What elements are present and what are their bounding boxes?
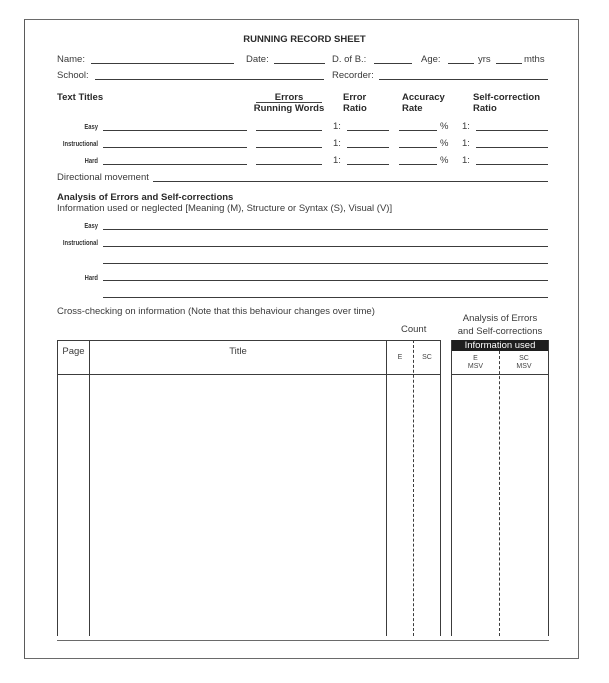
accuracy-rate-field[interactable] bbox=[399, 147, 437, 148]
sc-ratio-field[interactable] bbox=[476, 130, 548, 131]
accuracy-heading-2: Rate bbox=[402, 103, 423, 114]
text-title-level-label: Instructional bbox=[62, 139, 98, 148]
analysis-errors-label-2: and Self-corrections bbox=[457, 326, 543, 337]
error-ratio-prefix: 1: bbox=[333, 155, 341, 166]
text-title-field[interactable] bbox=[103, 164, 247, 165]
table-header-bottom bbox=[57, 374, 440, 375]
table-left-border bbox=[57, 340, 58, 636]
col-header-e: E bbox=[397, 354, 403, 361]
table-bottom-rule bbox=[57, 640, 549, 641]
age-years-field[interactable] bbox=[448, 63, 474, 64]
sc-ratio-field[interactable] bbox=[476, 164, 548, 165]
error-ratio-heading-1: Error bbox=[343, 92, 367, 103]
sc-ratio-prefix: 1: bbox=[462, 138, 470, 149]
text-titles-heading: Text Titles bbox=[57, 92, 104, 103]
analysis-label-hard: Hard bbox=[84, 273, 98, 282]
analysis-label-easy: Easy bbox=[84, 221, 98, 230]
error-ratio-heading-2: Ratio bbox=[343, 103, 367, 114]
accuracy-rate-field[interactable] bbox=[399, 164, 437, 165]
analysis-easy-line[interactable] bbox=[103, 229, 548, 230]
count-column-divider bbox=[413, 340, 414, 636]
table-top-border bbox=[57, 340, 440, 341]
information-used-header: Information used bbox=[451, 340, 549, 351]
directional-field[interactable] bbox=[153, 181, 548, 182]
sc-ratio-field[interactable] bbox=[476, 147, 548, 148]
analysis-heading: Analysis of Errors and Self-corrections bbox=[57, 192, 234, 203]
info-header-e-msv: MSV bbox=[467, 363, 484, 370]
analysis-label-instructional: Instructional bbox=[62, 238, 98, 247]
col-header-title: Title bbox=[229, 346, 247, 357]
dob-label: D. of B.: bbox=[332, 54, 367, 65]
cross-checking-label: Cross-checking on information (Note that this behaviour changes over time) bbox=[57, 306, 375, 317]
analysis-hard-line-2[interactable] bbox=[103, 297, 548, 298]
analysis-instructional-line-1[interactable] bbox=[103, 246, 548, 247]
accuracy-rate-field[interactable] bbox=[399, 130, 437, 131]
errors-running-words-field[interactable] bbox=[256, 164, 322, 165]
col-header-page: Page bbox=[62, 346, 85, 357]
page-frame bbox=[24, 19, 579, 659]
analysis-instructional-line-2[interactable] bbox=[103, 263, 548, 264]
yrs-label: yrs bbox=[478, 54, 491, 65]
percent-sign: % bbox=[440, 138, 449, 149]
info-header-e: E bbox=[473, 355, 478, 362]
info-column-divider bbox=[499, 351, 500, 636]
dob-field[interactable] bbox=[374, 63, 412, 64]
error-ratio-field[interactable] bbox=[347, 147, 389, 148]
col-header-sc: SC bbox=[422, 354, 432, 361]
error-ratio-field[interactable] bbox=[347, 130, 389, 131]
accuracy-heading-1: Accuracy bbox=[402, 92, 445, 103]
table-right-border bbox=[440, 340, 441, 636]
recorder-label: Recorder: bbox=[332, 70, 374, 81]
errors-denominator: Running Words bbox=[253, 103, 325, 114]
info-left-border bbox=[451, 340, 452, 636]
percent-sign: % bbox=[440, 121, 449, 132]
age-months-field[interactable] bbox=[496, 63, 522, 64]
info-header-sc-msv: MSV bbox=[516, 363, 532, 370]
mths-label: mths bbox=[524, 54, 545, 65]
analysis-errors-label-1: Analysis of Errors bbox=[462, 313, 538, 324]
errors-numerator: Errors bbox=[274, 92, 304, 103]
sc-ratio-prefix: 1: bbox=[462, 155, 470, 166]
info-right-border bbox=[548, 340, 549, 636]
school-field[interactable] bbox=[95, 79, 324, 80]
recorder-field[interactable] bbox=[379, 79, 548, 80]
info-header-sc: SC bbox=[519, 355, 529, 362]
error-ratio-prefix: 1: bbox=[333, 121, 341, 132]
error-ratio-field[interactable] bbox=[347, 164, 389, 165]
name-field[interactable] bbox=[91, 63, 234, 64]
page-column-divider bbox=[89, 340, 90, 636]
text-title-level-label: Hard bbox=[84, 156, 98, 165]
errors-running-words-field[interactable] bbox=[256, 130, 322, 131]
count-label: Count bbox=[401, 324, 427, 335]
text-title-level-label: Easy bbox=[84, 122, 98, 131]
sc-ratio-heading-1: Self-correction bbox=[473, 92, 541, 103]
name-label: Name: bbox=[57, 54, 85, 65]
date-label: Date: bbox=[246, 54, 269, 65]
errors-running-words-field[interactable] bbox=[256, 147, 322, 148]
text-title-field[interactable] bbox=[103, 147, 247, 148]
sc-ratio-heading-2: Ratio bbox=[473, 103, 497, 114]
date-field[interactable] bbox=[274, 63, 325, 64]
directional-label: Directional movement bbox=[57, 172, 149, 183]
analysis-subheading: Information used or neglected [Meaning (M), Structure or Syntax (S), Visual (V)] bbox=[57, 203, 393, 214]
title-column-divider bbox=[386, 340, 387, 636]
text-title-field[interactable] bbox=[103, 130, 247, 131]
percent-sign: % bbox=[440, 155, 449, 166]
error-ratio-prefix: 1: bbox=[333, 138, 341, 149]
sc-ratio-prefix: 1: bbox=[462, 121, 470, 132]
age-label: Age: bbox=[421, 54, 441, 65]
school-label: School: bbox=[57, 70, 89, 81]
sheet-title: RUNNING RECORD SHEET bbox=[243, 34, 366, 45]
analysis-hard-line-1[interactable] bbox=[103, 280, 548, 281]
